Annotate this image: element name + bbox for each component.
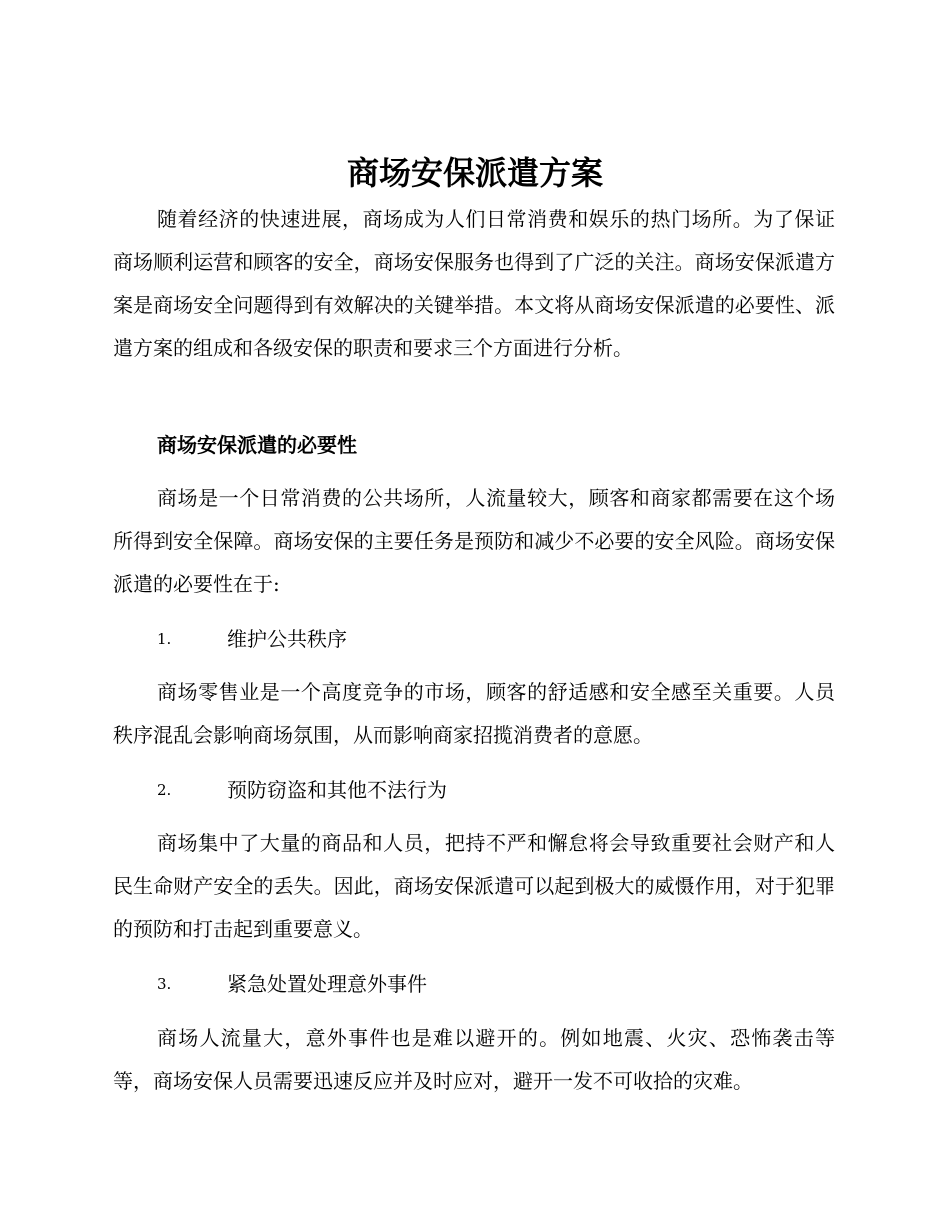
list-item-number: 3. (157, 975, 172, 993)
list-item-number: 2. (157, 781, 172, 799)
list-item-1 (157, 624, 347, 654)
list-item-label: 维护公共秩序 (227, 627, 347, 651)
list-item-label: 紧急处置处理意外事件 (227, 972, 427, 996)
intro-paragraph: 随着经济的快速进展，商场成为人们日常消费和娱乐的热门场所。为了保证商场顺利运营和顾客的安全，商场安保服务也得到了广泛的关注。商场安保派遣方案是商场安全问题得到有效解决的关键举措。本文将从商场安保派遣的必要性、派遣方案的组成和各级安保的职责和要求三个方面进行分析。 (113, 207, 835, 360)
item-1-paragraph: 商场零售业是一个高度竞争的市场，顾客的舒适感和安全感至关重要。人员秩序混乱会影响商场氛围，从而影响商家招揽消费者的意愿。 (113, 680, 835, 747)
item-3-paragraph: 商场人流量大，意外事件也是难以避开的。例如地震、火灾、恐怖袭击等等，商场安保人员需要迅速反应并及时应对，避开一发不可收拾的灾难。 (113, 1026, 835, 1093)
list-item-2 (157, 775, 447, 805)
section-paragraph: 商场是一个日常消费的公共场所，人流量较大，顾客和商家都需要在这个场所得到安全保障。商场安保的主要任务是预防和减少不必要的安全风险。商场安保派遣的必要性在于: (113, 486, 835, 596)
list-item-label: 预防窃盗和其他不法行为 (227, 778, 447, 802)
list-item-number: 1. (157, 630, 172, 648)
section-heading: 商场安保派遣的必要性 (157, 433, 357, 457)
document-title: 商场安保派遣方案 (346, 154, 603, 192)
item-2-paragraph: 商场集中了大量的商品和人员，把持不严和懈怠将会导致重要社会财产和人民生命财产安全的丢失。因此，商场安保派遣可以起到极大的威慑作用，对于犯罪的预防和打击起到重要意义。 (113, 831, 835, 941)
list-item-3 (157, 969, 427, 999)
